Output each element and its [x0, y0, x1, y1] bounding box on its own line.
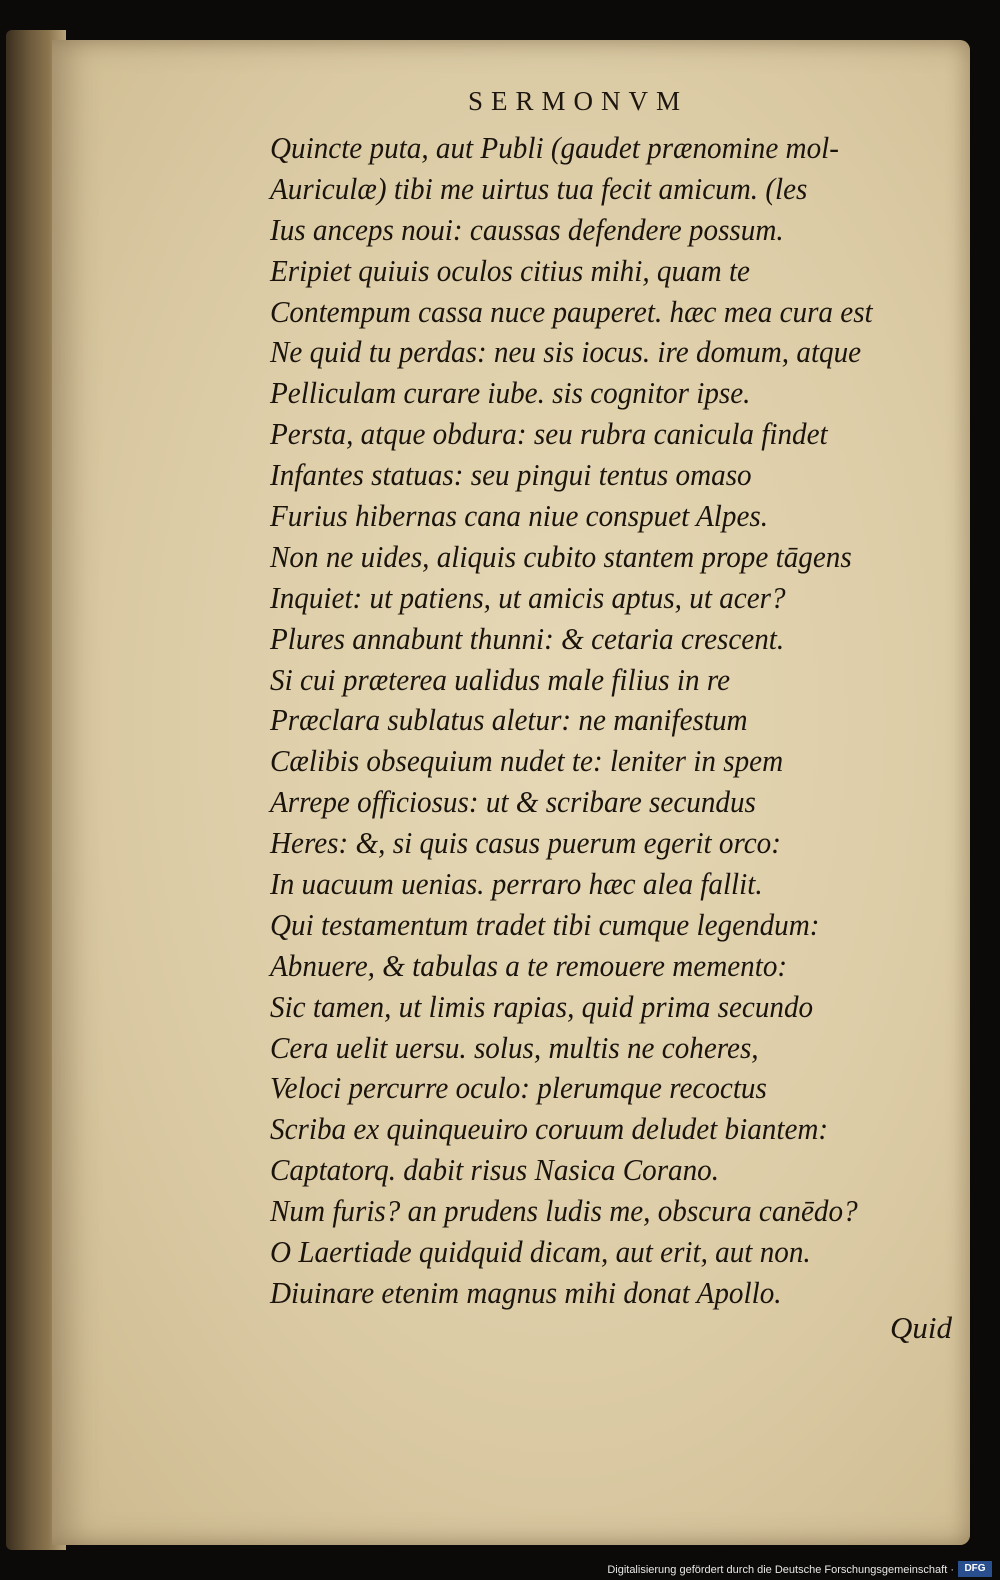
verse-line: Furius hibernas cana niue conspuet Alpes. [270, 498, 769, 534]
verse-line: Quincte puta, aut Publi (gaudet prænomine mol- [270, 130, 839, 165]
verse-line: Abnuere, & tabulas a te remouere memento: [270, 947, 788, 983]
verse-line: Scriba ex quinqueuiro coruum deludet biantem: [270, 1111, 829, 1147]
verse-line: Eripiet quiuis oculos citius mihi, quam te [270, 252, 750, 288]
verse-line: Captatorq. dabit risus Nasica Corano. [270, 1152, 720, 1188]
verse-line: Veloci percurre oculo: plerumque recoctus [270, 1070, 767, 1106]
digitization-credit: Digitalisierung gefördert durch die Deutsche Forschungsgemeinschaft · [607, 1564, 954, 1576]
footer-bar [0, 1554, 1000, 1580]
verse-line: O Laertiade quidquid dicam, aut erit, aut non. [270, 1234, 811, 1270]
verse-line: Persta, atque obdura: seu rubra canicula findet [270, 416, 828, 452]
verse-line: Ius anceps noui: caussas defendere possum. [270, 211, 784, 247]
verse-line: Qui testamentum tradet tibi cumque legendum: [270, 906, 820, 942]
verse-line: Inquiet: ut patiens, ut amicis aptus, ut acer? [270, 579, 786, 615]
verse-line: Contempum cassa nuce pauperet. hæc mea cura est [270, 293, 873, 329]
verse-line: Auriculæ) tibi me uirtus tua fecit amicum. (les [270, 170, 808, 206]
verse-line: Cera uelit uersu. solus, multis ne coheres, [270, 1029, 759, 1065]
verse-line: Infantes statuas: seu pingui tentus omaso [270, 457, 752, 493]
verse-line: Sic tamen, ut limis rapias, quid prima secundo [270, 988, 814, 1024]
catchword: Quid [890, 1310, 952, 1345]
verse-line: Si cui præterea ualidus male filius in re [270, 661, 731, 697]
verse-line: Diuinare etenim magnus mihi donat Apollo. [270, 1274, 782, 1310]
verse-line: Ne quid tu perdas: neu sis iocus. ire domum, atque [270, 334, 862, 370]
verse-line: Non ne uides, aliquis cubito stantem prope tāgens [270, 538, 852, 574]
verse-text-block [270, 128, 970, 1314]
verse-line: Num furis? an prudens ludis me, obscura canēdo? [270, 1193, 858, 1229]
running-head: SERMONVM [468, 86, 689, 116]
verse-line: Cælibis obsequium nudet te: leniter in spem [270, 743, 784, 779]
dfg-logo-icon: DFG [958, 1561, 992, 1577]
verse-line: Pelliculam curare iube. sis cognitor ipse. [270, 375, 751, 411]
verse-line: Heres: &, si quis casus puerum egerit orco: [270, 825, 781, 861]
verse-line: Præclara sublatus aletur: ne manifestum [270, 702, 748, 738]
verse-line: In uacuum uenias. perraro hæc alea fallit. [270, 866, 763, 902]
verse-line: Plures annabunt thunni: & cetaria crescent. [270, 620, 785, 656]
verse-line: Arrepe officiosus: ut & scribare secundus [270, 784, 756, 820]
